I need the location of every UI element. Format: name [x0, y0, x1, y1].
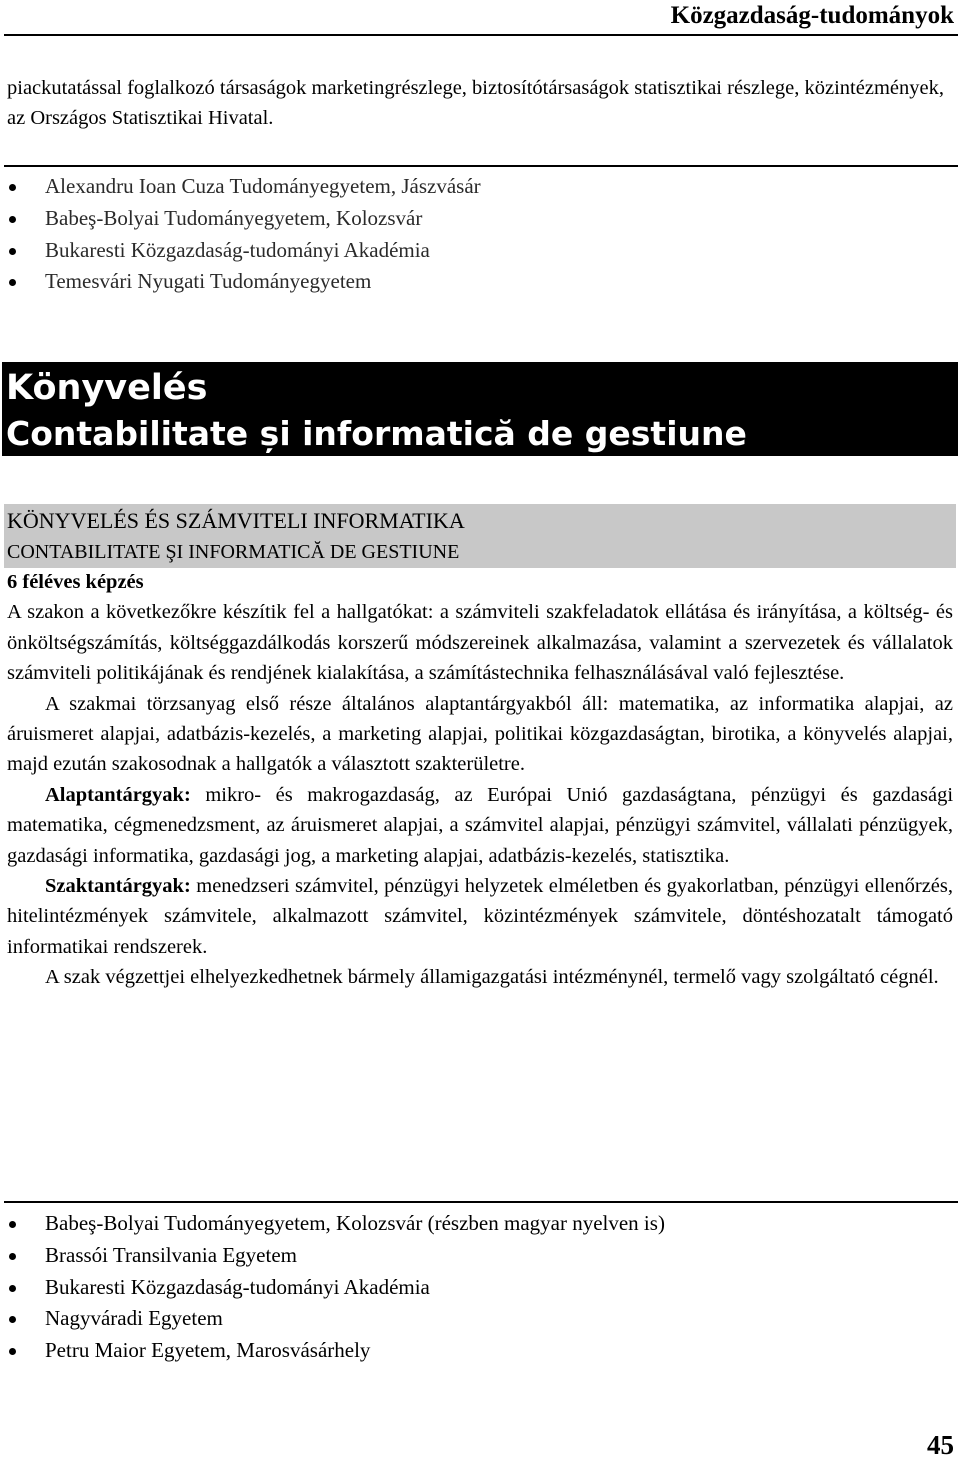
divider-top — [4, 165, 958, 167]
specialization-heading — [4, 504, 956, 568]
paragraph-goals: A szakon a következőkre készítik fel a hallgatókat: a számviteli szakfeladatok ellátása és irányítása, a költség- és önköltségszámítás, költséggazdálkodás korszerű módszereinek alkalmazása, valamint a szervezetek és vállalatok számviteli politikájának és rendjének kialakítása, a számítástechnika felhasználásával való fejlesztése. — [7, 601, 953, 685]
section-title: Közgazdaság-tudományok — [670, 2, 954, 29]
specialization-name-ro: CONTABILITATE ŞI INFORMATICĂ DE GESTIUNE — [7, 541, 460, 563]
list-item: Petru Maior Egyetem, Marosvásárhely — [0, 1335, 950, 1367]
list-item: Brassói Transilvania Egyetem — [0, 1240, 950, 1272]
basic-subjects-text: mikro- és makrogazdaság, az Európai Unió gazdaságtana, pénzügyi és gazdasági matematika, cégmenedzsment, az áruismeret alapjai, a számvitel alapjai, pénzügyi számvitel, vállalati pénzügyek, gazdasági informatika, gazdasági jog, a marketing alapjai, adatbázis-kezelés, statisztika. — [7, 783, 954, 867]
paragraph-basic-subjects — [7, 780, 953, 871]
list-item: Babeş-Bolyai Tudományegyetem, Kolozsvár (részben magyar nyelven is) — [0, 1208, 950, 1240]
special-subjects-text: menedzseri számvitel, pénzügyi helyzetek elméletben és gyakorlatban, pénzügyi ellenőrzés, hitelintézmények számvitele, alkalmazott számvitel, közintézmények számvitele, döntéshozatalt támogató informatikai rendszerek. — [7, 875, 953, 958]
bullet-icon — [9, 279, 16, 286]
bullet-icon — [9, 1221, 16, 1228]
list-item: Bukaresti Közgazdaság-tudományi Akadémia — [0, 235, 950, 267]
divider-bottom — [4, 1201, 958, 1203]
title-banner — [2, 362, 958, 456]
duration-label: 6 féléves képzés — [7, 571, 144, 593]
bullet-icon — [9, 216, 16, 223]
intro-paragraph: piackutatással foglalkozó társaságok marketingrészlege, biztosítótársaságok statisztikai részlege, közintézmények, az Országos Statisztikai Hivatal. — [7, 77, 944, 129]
list-item: Nagyváradi Egyetem — [0, 1303, 950, 1335]
banner-title-ro: Contabilitate și informatică de gestiune — [6, 414, 747, 453]
specialization-name-hu: KÖNYVELÉS ÉS SZÁMVITELI INFORMATIKA — [7, 508, 465, 533]
running-header — [4, 0, 958, 36]
special-subjects-label: Szaktantárgyak: — [45, 875, 191, 898]
paragraph-career: A szak végzettjei elhelyezkedhetnek bármely államigazgatási intézménynél, termelő vagy szolgáltató cégnél. — [45, 966, 939, 989]
bullet-icon — [9, 1316, 16, 1323]
university-list-top — [0, 171, 950, 298]
list-item: Bukaresti Közgazdaság-tudományi Akadémia — [0, 1272, 950, 1304]
paragraph-special-subjects — [7, 871, 953, 962]
page-number: 45 — [927, 1430, 954, 1460]
bullet-icon — [9, 1253, 16, 1260]
paragraph-core-curriculum: A szakmai törzsanyag első része általános alaptantárgyakból áll: matematika, az informatika alapjai, az áruismeret alapjai, adatbázis-kezelés, a marketing alapjai, politikai közgazdaságtan, birotika, a könyvelés alapjai, majd ezután szakosodnak a hallgatók a választott szakterületre. — [7, 692, 953, 776]
bullet-icon — [9, 1348, 16, 1355]
list-item: Alexandru Ioan Cuza Tudományegyetem, Jászvásár — [0, 171, 950, 203]
specialization-body — [7, 567, 953, 993]
banner-title-hu: Könyvelés — [6, 368, 208, 408]
bullet-icon — [9, 1285, 16, 1292]
bullet-icon — [9, 248, 16, 255]
basic-subjects-label: Alaptantárgyak: — [45, 783, 191, 806]
list-item: Babeş-Bolyai Tudományegyetem, Kolozsvár — [0, 203, 950, 235]
university-list-bottom — [0, 1208, 950, 1367]
bullet-icon — [9, 184, 16, 191]
list-item: Temesvári Nyugati Tudományegyetem — [0, 266, 950, 298]
